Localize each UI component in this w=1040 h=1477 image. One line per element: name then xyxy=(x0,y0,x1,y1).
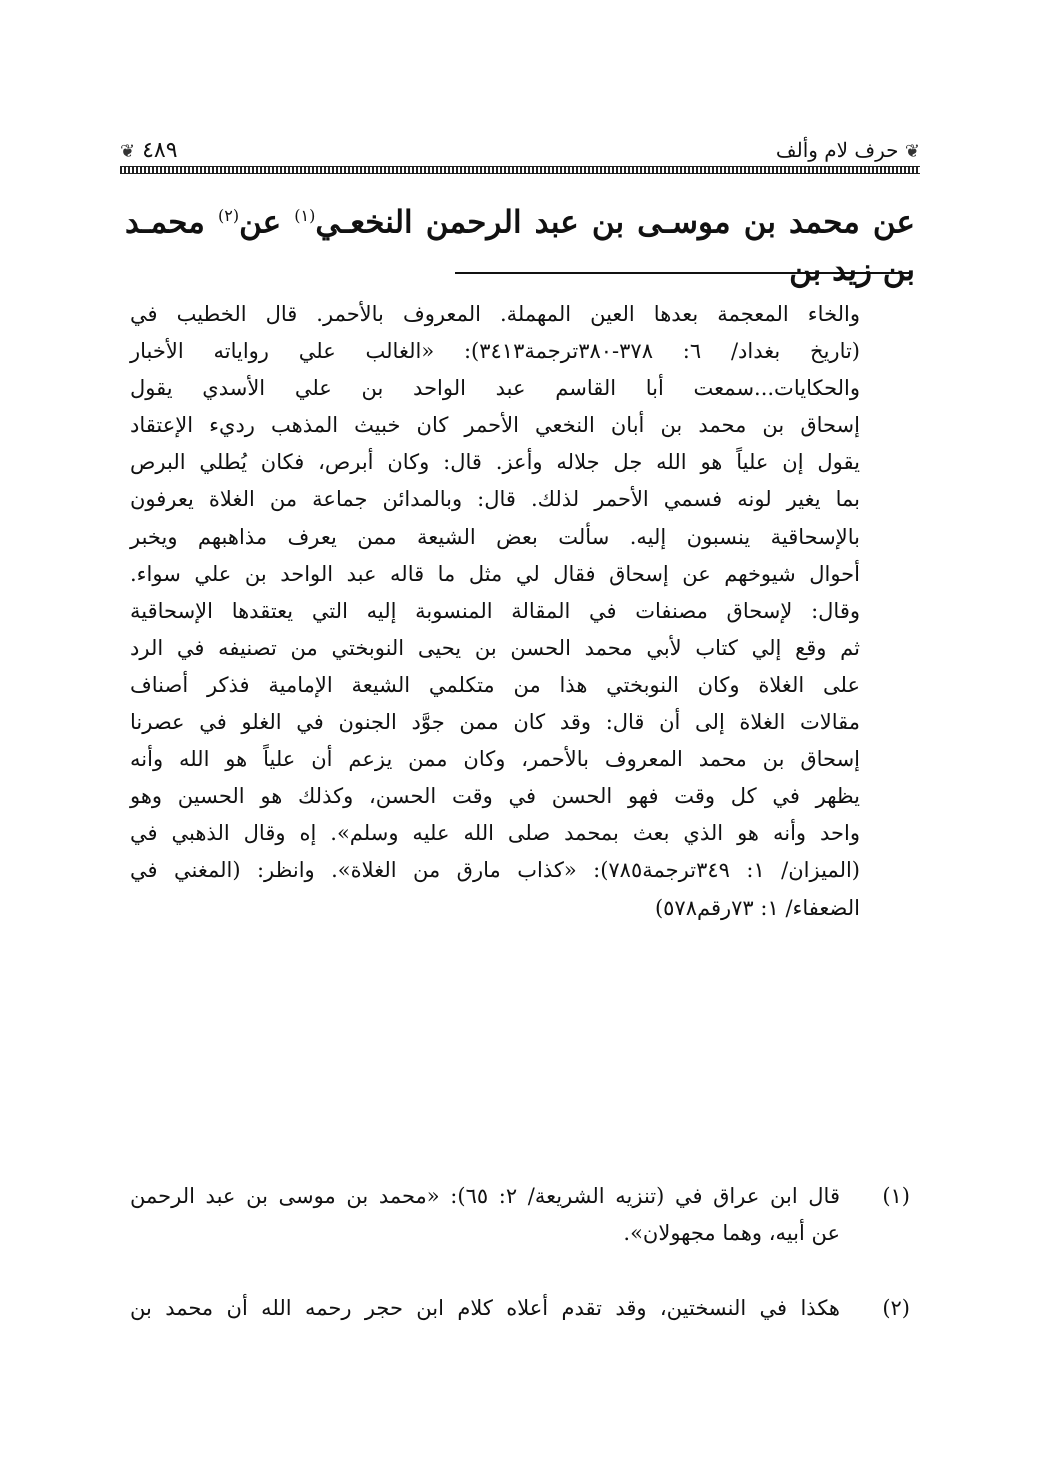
ornament-icon: ❦ xyxy=(120,141,136,162)
text-line: مقالات الغلاة إلى أن قال: وقد كان ممن جوَّد الجنون في الغلو في عصرنا xyxy=(130,710,860,735)
text-line: واحد وأنه هو الذي بعث بمحمد صلى الله عليه وسلم». إه وقال الذهبي في xyxy=(130,821,860,846)
text-line: يقول إن علياً هو الله جل جلاله وأعز. قال: وكان أبرص، فكان يُطلي البرص xyxy=(130,450,860,475)
text-line: يظهر في كل وقت فهو الحسن في وقت الحسن، وكذلك هو الحسين وهو xyxy=(130,784,860,809)
text-line: بالإسحاقية ينسبون إليه. سألت بعض الشيعة ممن يعرف مذاهبهم ويخبر xyxy=(130,524,860,549)
footnote-2 xyxy=(130,1290,910,1327)
text-line: (تاريخ بغداد/ ٦: ٣٧٨-٣٨٠ترجمة٣٤١٣): «الغالب علي رواياته الأخبار xyxy=(130,339,861,364)
text-line: والخاء المعجمة بعدها العين المهملة. المعروف بالأحمر. قال الخطيب في xyxy=(130,302,860,326)
header-divider xyxy=(120,166,920,174)
section-title: ❦ حرف لام وألف xyxy=(775,138,920,162)
footnote-number: (١) xyxy=(882,1184,910,1208)
text-line: على الغلاة وكان النوبختي هذا من متكلمي الشيعة الإمامية فذكر أصناف xyxy=(130,672,860,697)
footnote-number: (٢) xyxy=(882,1296,910,1320)
text-line: بما يغير لونه فسمي الأحمر لذلك. قال: وبالمدائن جماعة من الغلاة يعرفون xyxy=(130,487,860,512)
text-line: ثم وقع إلي كتاب لأبي محمد الحسن بن يحيى النوبختي من تصنيفه في الرد xyxy=(130,635,860,660)
text-line: هكذا في النسختين، وقد تقدم أعلاه كلام ابن حجر رحمه الله أن محمد بن xyxy=(130,1296,840,1320)
footnote-ref-2[interactable]: (٢) xyxy=(217,206,240,225)
text-line: أحوال شيوخهم عن إسحاق فقال لي مثل ما قاله عبد الواحد بن علي سواء. xyxy=(130,561,860,586)
text-line: قال ابن عراق في (تنزيه الشريعة/ ٢: ٦٥): «محمد بن موسى بن عبد الرحمن xyxy=(130,1184,840,1208)
text-line: والحكايات...سمعت أبا القاسم عبد الواحد بن علي الأسدي يقول xyxy=(130,376,860,401)
text-line: (الميزان/ ١: ٣٤٩ترجمة٧٨٥): «كذاب مارق من الغلاة». وانظر: (المغني في xyxy=(130,858,860,883)
footnote-separator xyxy=(455,272,910,274)
text-line: الضعفاء/ ١: ٧٣رقم٥٧٨) xyxy=(654,895,860,920)
text-line: إسحاق بن محمد المعروف بالأحمر، وكان ممن يزعم أن علياً هو الله وأنه xyxy=(130,747,860,772)
page-number: ❦ ٤٨٩ xyxy=(120,138,178,163)
continued-footnote xyxy=(130,296,860,927)
text-line: عن أبيه، وهما مجهولان». xyxy=(623,1221,840,1245)
text-line: وقال: لإسحاق مصنفات في المقالة المنسوبة إليه التي يعتقدها الإسحاقية xyxy=(130,598,860,623)
main-text-line: عن محمد بن موسـى بن عبد الرحمن النخعـي$^{(١)}$ عن$^{(٢)}$ محمـد بن زيد بن xyxy=(125,204,916,289)
footnote-ref-1[interactable]: (١) xyxy=(294,206,316,225)
footnote-1 xyxy=(130,1178,910,1252)
text-line: إسحاق بن محمد بن أبان النخعي الأحمر كان خبيث المذهب رديء الإعتقاد xyxy=(130,413,860,438)
ornament-icon: ❦ xyxy=(904,141,920,162)
